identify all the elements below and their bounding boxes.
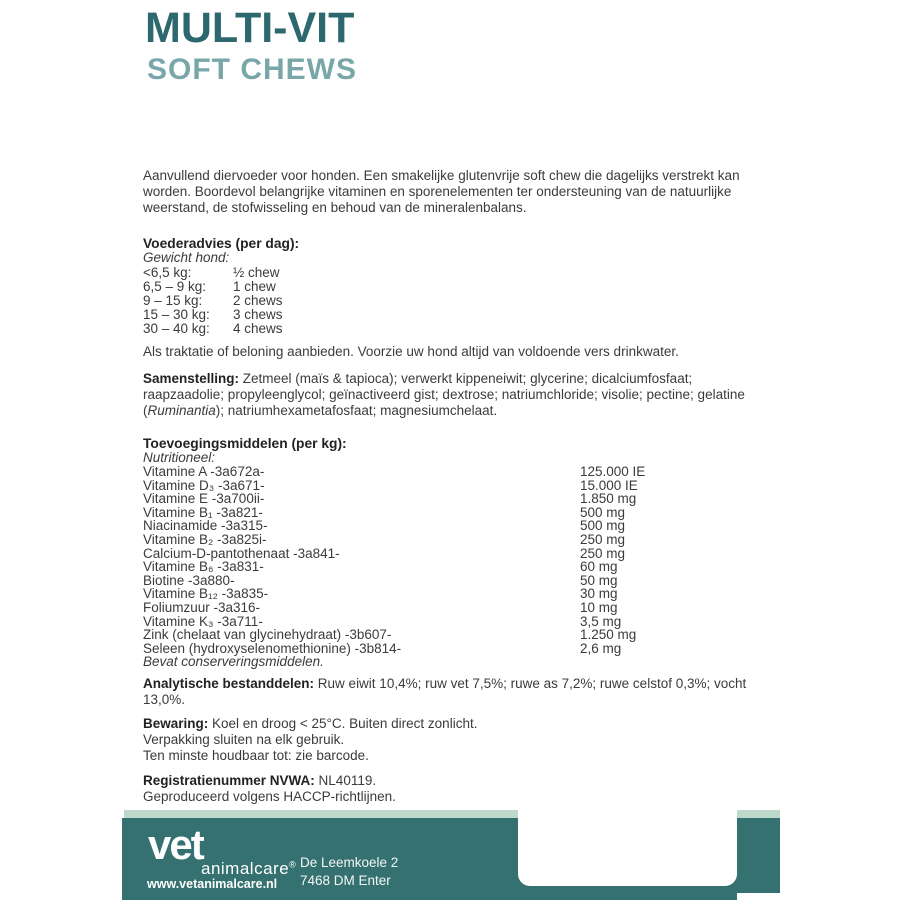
composition-text: Zetmeel (maïs & tapioca); verwerkt kippeneiwit; glycerine; dicalciumfosfaat; raapzaadolie; propyleenglycol; geïnactiveerd gist; dextrose; natriumchloride; visolie; pectine; gelatine (	[143, 371, 745, 418]
brand-website: www.vetanimalcare.nl	[147, 877, 278, 891]
feeding-weight: 9 – 15 kg:	[143, 292, 203, 308]
feeding-weight: 30 – 40 kg:	[143, 320, 210, 336]
additive-row	[143, 465, 767, 479]
additive-name: Vitamine B₁₂ -3a835-	[143, 586, 269, 602]
feeding-weight: 6,5 – 9 kg:	[143, 278, 207, 294]
additive-row	[143, 560, 767, 574]
product-title: MULTI-VIT	[145, 4, 355, 52]
additive-row	[143, 601, 767, 615]
additive-value: 1.850 mg	[580, 491, 637, 507]
additive-value: 250 mg	[580, 545, 626, 561]
additive-value: 50 mg	[580, 572, 618, 588]
additive-name: Vitamine D₃ -3a671-	[143, 477, 265, 493]
product-subtitle: SOFT CHEWS	[147, 53, 357, 86]
intro-paragraph: Aanvullend diervoeder voor honden. Een smakelijke glutenvrije soft chew die dagelijks verstrekt kan worden. Boordevol belangrijke vitaminen en sporenelementen ter ondersteuning van de natuurlijke weerstand, de stofwisseling en behoud van de mineralenbalans.	[143, 168, 740, 215]
additive-value: 500 mg	[580, 518, 626, 534]
registration-line-2: Geproduceerd volgens HACCP-richtlijnen.	[143, 789, 396, 804]
feeding-row	[143, 266, 767, 280]
additive-row	[143, 547, 767, 561]
additives-section	[143, 436, 767, 669]
additive-row	[143, 642, 767, 656]
company-address	[300, 854, 398, 889]
additive-name: Vitamine B₁ -3a821-	[143, 504, 263, 520]
additive-row	[143, 492, 767, 506]
address-street: De Leemkoele 2	[300, 855, 399, 870]
additive-value: 500 mg	[580, 504, 626, 520]
additive-value: 15.000 IE	[580, 477, 638, 493]
feeding-amount: 1 chew	[233, 278, 276, 294]
storage-line-2: Verpakking sluiten na elk gebruik.	[143, 732, 345, 747]
additive-value: 60 mg	[580, 559, 618, 575]
brand-logo: vet	[148, 821, 203, 868]
registration-label: Registratienummer NVWA:	[143, 773, 315, 788]
additives-subheading: Nutritioneel:	[143, 450, 216, 465]
additive-row	[143, 628, 767, 642]
storage-label: Bewaring:	[143, 716, 209, 731]
analytical-label: Analytische bestanddelen:	[143, 676, 315, 691]
storage-text: Koel en droog < 25°C. Buiten direct zonlicht.	[208, 716, 478, 731]
composition-paragraph	[143, 371, 767, 419]
feeding-advice-section	[143, 236, 767, 336]
address-city: 7468 DM Enter	[300, 872, 391, 888]
treat-note: Als traktatie of beloning aanbieden. Voorzie uw hond altijd van voldoende vers drinkwater.	[143, 344, 679, 359]
storage-section	[143, 716, 767, 764]
brand-logo-subtext-text: animalcare	[201, 859, 290, 878]
registration-section	[143, 773, 767, 805]
composition-text-end: ); natriumhexametafosfaat; magnesiumchelaat.	[215, 403, 498, 418]
additive-value: 30 mg	[580, 586, 618, 602]
additive-row	[143, 519, 767, 533]
additive-name: Zink (chelaat van glycinehydraat) -3b607-	[143, 627, 392, 643]
feeding-subheading: Gewicht hond:	[143, 250, 230, 265]
feeding-row	[143, 308, 767, 322]
storage-line-1	[143, 716, 767, 732]
additive-value: 2,6 mg	[580, 640, 622, 656]
additive-name: Biotine -3a880-	[143, 572, 235, 588]
composition-latin-term: Ruminantia	[147, 403, 216, 418]
brand-logo-subtext	[201, 860, 296, 877]
additive-name: Vitamine A -3a672a-	[143, 464, 265, 479]
analytical-text: Ruw eiwit 10,4%; ruw vet 7,5%; ruwe as 7,2%; ruwe celstof 0,3%; vocht 13,0%.	[143, 676, 747, 707]
additive-row	[143, 574, 767, 588]
additive-value: 1.250 mg	[580, 627, 637, 643]
additive-name: Vitamine B₂ -3a825i-	[143, 531, 267, 547]
feeding-weight: <6,5 kg:	[143, 264, 192, 280]
additive-value: 250 mg	[580, 531, 626, 547]
additive-name: Niacinamide -3a315-	[143, 518, 268, 534]
feeding-heading: Voederadvies (per dag):	[143, 236, 300, 251]
additive-row	[143, 533, 767, 547]
feeding-row	[143, 280, 767, 294]
feeding-weight: 15 – 30 kg:	[143, 306, 210, 322]
registration-line-1	[143, 773, 767, 789]
additive-value: 3,5 mg	[580, 613, 622, 629]
feeding-row	[143, 322, 767, 336]
additive-value: 10 mg	[580, 599, 618, 615]
analytical-constituents	[143, 676, 767, 708]
additive-row	[143, 587, 767, 601]
registration-number: NL40119.	[314, 773, 377, 788]
additive-name: Vitamine E -3a700ii-	[143, 491, 265, 507]
additive-name: Vitamine K₃ -3a711-	[143, 613, 263, 629]
storage-line-3: Ten minste houdbaar tot: zie barcode.	[143, 748, 369, 763]
feeding-amount: ½ chew	[233, 264, 280, 280]
additive-row	[143, 506, 767, 520]
footer-diecut-line	[737, 893, 780, 900]
feeding-amount: 4 chews	[233, 320, 283, 336]
additive-name: Seleen (hydroxyselenomethionine) -3b814-	[143, 640, 402, 656]
additive-row	[143, 615, 767, 629]
feeding-amount: 3 chews	[233, 306, 283, 322]
additives-heading: Toevoegingsmiddelen (per kg):	[143, 436, 347, 451]
feeding-row	[143, 294, 767, 308]
additive-name: Vitamine B₆ -3a831-	[143, 559, 264, 575]
additive-name: Foliumzuur -3a316-	[143, 599, 261, 615]
additive-row	[143, 479, 767, 493]
additive-name: Calcium-D-pantothenaat -3a841-	[143, 545, 340, 561]
composition-label: Samenstelling:	[143, 371, 240, 386]
footer-diecut-notch	[518, 805, 737, 886]
additives-footnote: Bevat conserveringsmiddelen.	[143, 654, 324, 670]
additive-value: 125.000 IE	[580, 464, 646, 479]
registered-trademark-symbol: ®	[289, 859, 297, 870]
feeding-amount: 2 chews	[233, 292, 283, 308]
